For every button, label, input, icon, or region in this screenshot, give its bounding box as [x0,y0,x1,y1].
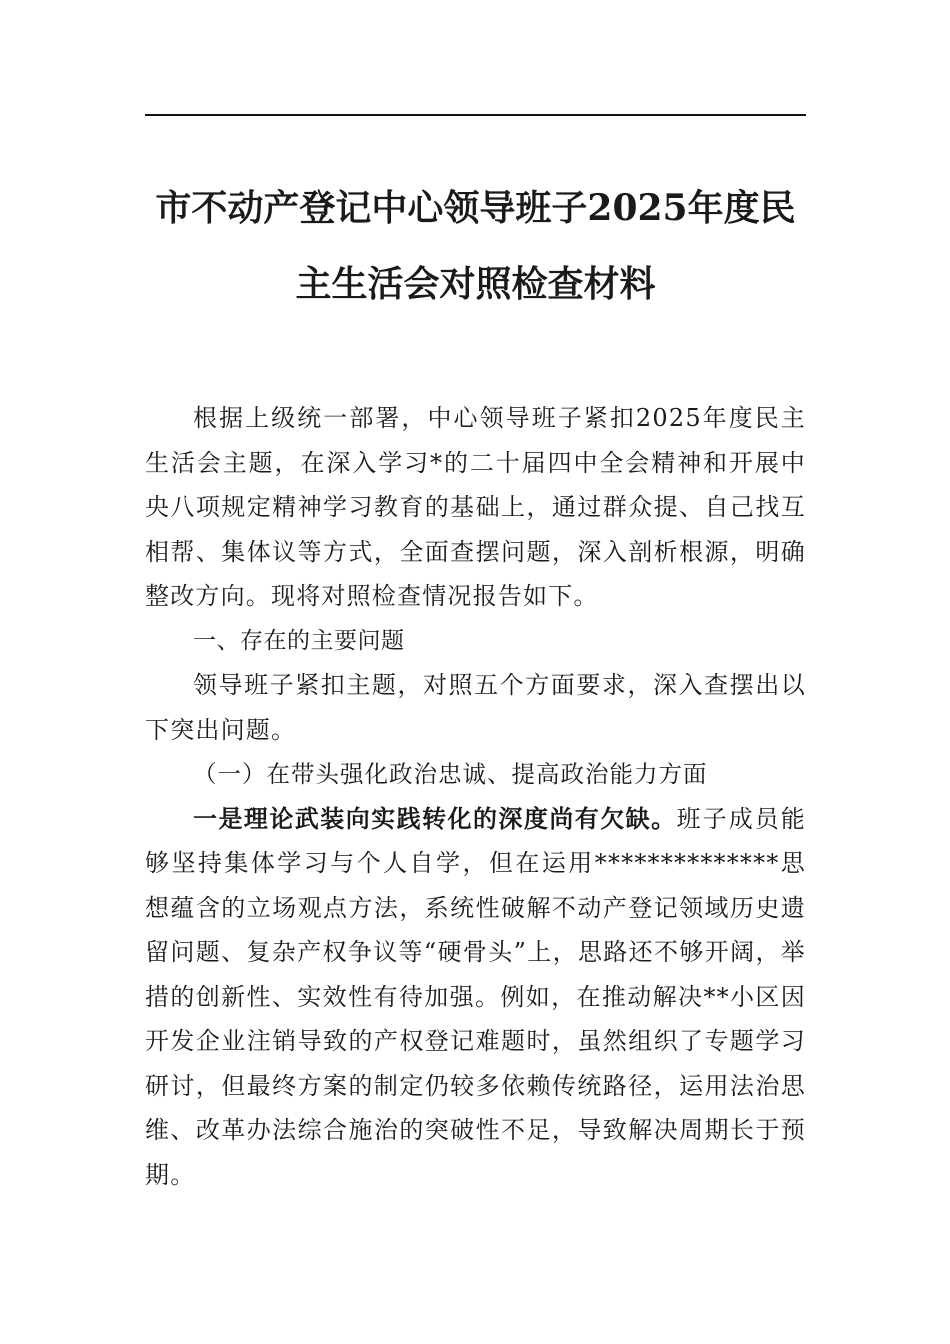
header-rule [145,114,806,116]
section-heading: 一、存在的主要问题 [193,627,405,654]
point-paragraph [145,797,806,1198]
document-body [145,396,806,1197]
section-intro-paragraph: 领导班子紧扣主题，对照五个方面要求，深入查摆出以下突出问题。 [145,671,806,744]
point-body: 班子成员能够坚持集体学习与个人自学，但在运用**************思想蕴含的立场观点方法，系统性破解不动产登记领域历史遗留问题、复杂产权争议等“硬骨头”上，思路还不够开阔，举措的创新性、实效性有待加强。例如，在推动解决**小区因开发企业注销导致的产权登记难题时，虽然组织了专题学习研讨，但最终方案的制定仍较多依赖传统路径，运用法治思维、改革办法综合施治的突破性不足，导致解决周期长于预期。 [145,804,807,1189]
point-lead: 一是理论武装向实践转化的深度尚有欠缺。 [193,804,677,833]
intro-paragraph: 根据上级统一部署，中心领导班子紧扣2025年度民主生活会主题，在深入学习*的二十届四中全会精神和开展中央八项规定精神学习教育的基础上，通过群众提、自己找互相帮、集体议等方式，全面查摆问题，深入剖析根源，明确整改方向。现将对照检查情况报告如下。 [145,404,806,610]
subsection-heading: （一）在带头强化政治忠诚、提高政治能力方面 [193,760,708,788]
document-title: 市不动产登记中心领导班子2025年度民主生活会对照检查材料 [155,187,796,305]
